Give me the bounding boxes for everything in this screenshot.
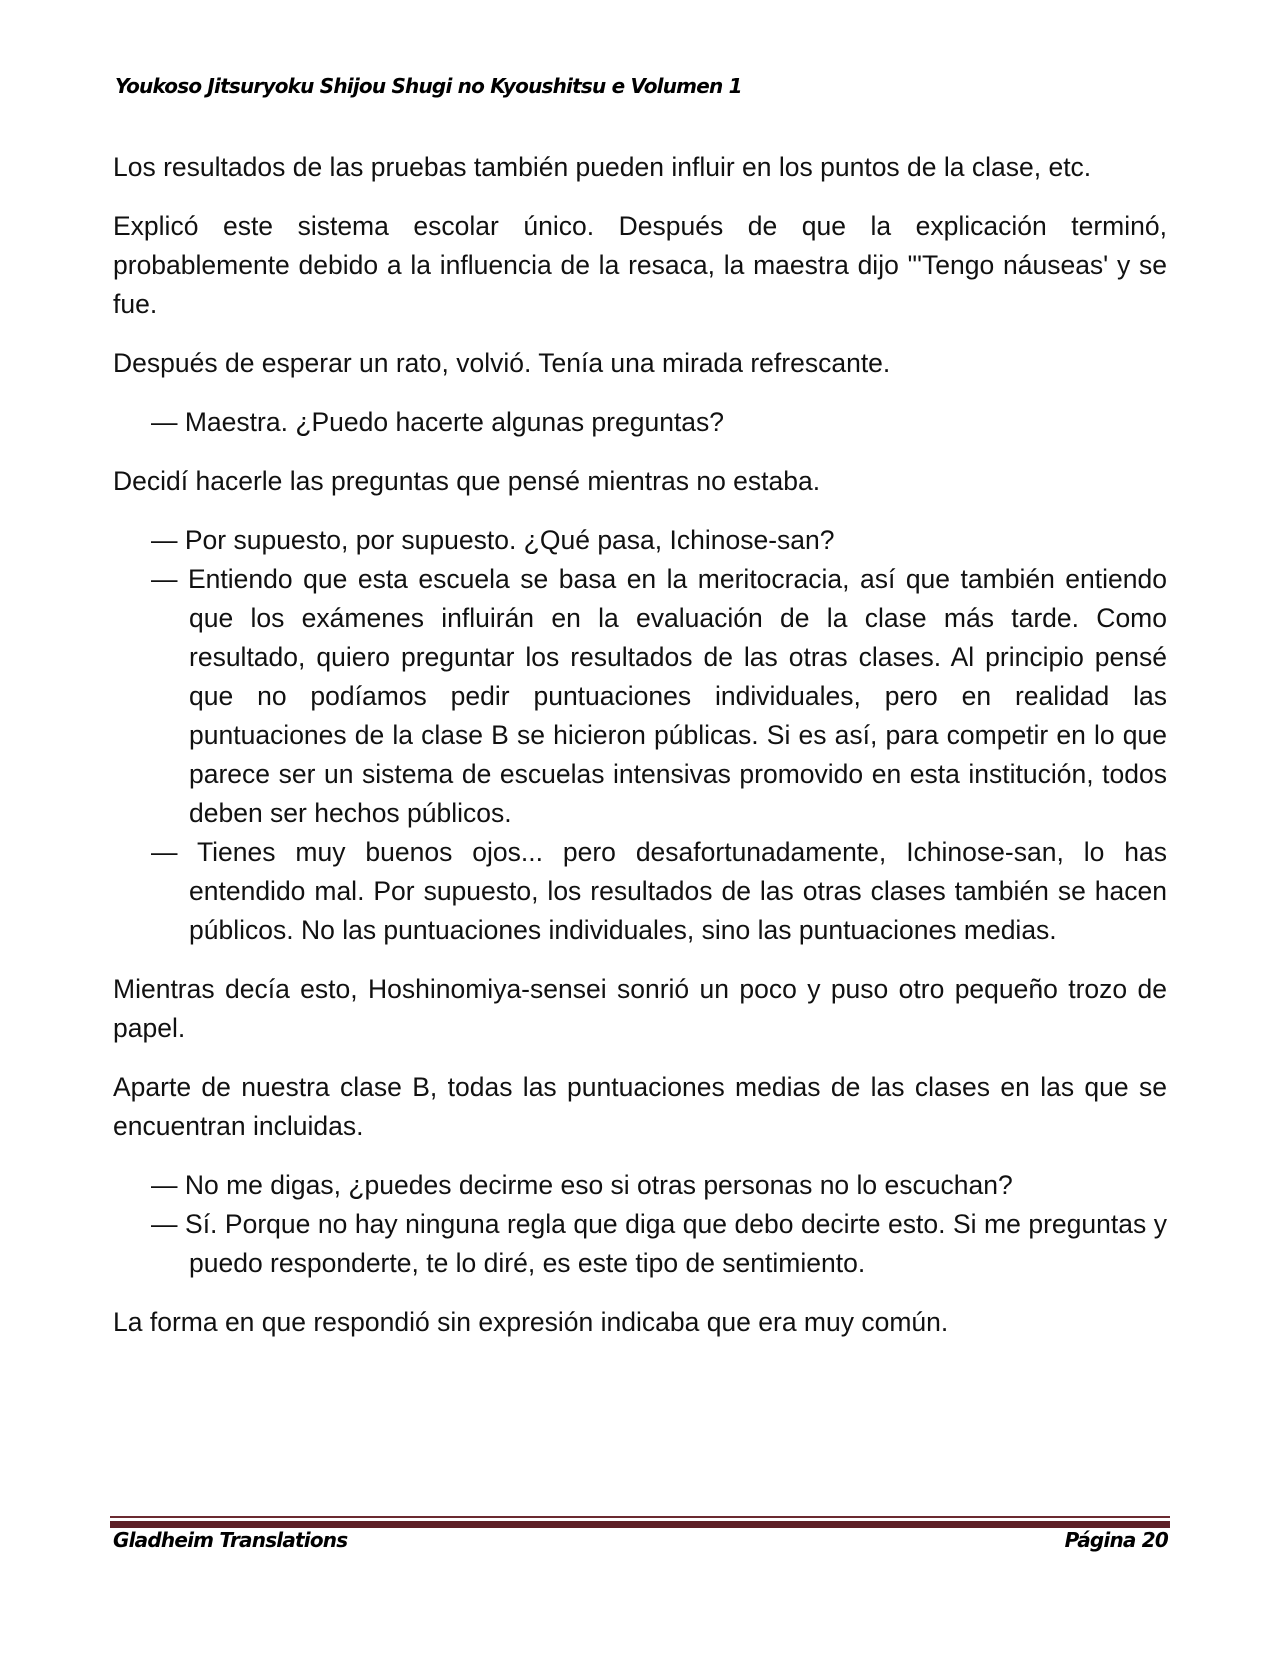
paragraph: Después de esperar un rato, volvió. Tenía una mirada refrescante. — [113, 348, 891, 378]
dialogue-line: — Tienes muy buenos ojos... pero desafortunadamente, Ichinose-san, lo has entendido mal. Por supuesto, los resultados de las otras clases también se hacen públicos. No las puntuaciones individuales, sino las puntuaciones medias. — [151, 837, 1167, 945]
dialogue-block — [113, 1166, 1167, 1283]
dialogue-line: — Por supuesto, por supuesto. ¿Qué pasa, Ichinose-san? — [151, 525, 835, 555]
paragraph: Explicó este sistema escolar único. Después de que la explicación terminó, probablemente debido a la influencia de la resaca, la maestra dijo "'Tengo náuseas' y se fue. — [113, 211, 1167, 319]
footer-publisher: Gladheim Translations — [113, 1528, 348, 1552]
paragraph: La forma en que respondió sin expresión indicaba que era muy común. — [113, 1307, 949, 1337]
paragraph: Decidí hacerle las preguntas que pensé mientras no estaba. — [113, 466, 821, 496]
dialogue-line: — Sí. Porque no hay ninguna regla que diga que debo decirte esto. Si me preguntas y puedo responderte, te lo diré, es este tipo de sentimiento. — [151, 1209, 1167, 1278]
paragraph: Los resultados de las pruebas también pueden influir en los puntos de la clase, etc. — [113, 152, 1092, 182]
paragraph: Aparte de nuestra clase B, todas las puntuaciones medias de las clases en las que se encuentran incluidas. — [113, 1072, 1167, 1141]
dialogue-block — [113, 521, 1167, 950]
dialogue-line: — Entiendo que esta escuela se basa en la meritocracia, así que también entiendo que los exámenes influirán en la evaluación de la clase más tarde. Como resultado, quiero preguntar los resultados de las otras clases. Al principio pensé que no podíamos pedir puntuaciones individuales, pero en realidad las puntuaciones de la clase B se hicieron públicas. Si es así, para competir en lo que parece ser un sistema de escuelas intensivas promovido en esta institución, todos deben ser hechos públicos. — [151, 564, 1167, 828]
dialogue-line: — Maestra. ¿Puedo hacerte algunas preguntas? — [151, 407, 725, 437]
paragraph: Mientras decía esto, Hoshinomiya-sensei sonrió un poco y puso otro pequeño trozo de papel. — [113, 974, 1167, 1043]
page-body — [113, 148, 1167, 1362]
dialogue-line: — No me digas, ¿puedes decirme eso si otras personas no lo escuchan? — [151, 1170, 1013, 1200]
page-number: Página 20 — [1064, 1528, 1168, 1552]
running-header: Youkoso Jitsuryoku Shijou Shugi no Kyoushitsu e Volumen 1 — [115, 74, 742, 98]
dialogue-block — [113, 403, 1167, 442]
